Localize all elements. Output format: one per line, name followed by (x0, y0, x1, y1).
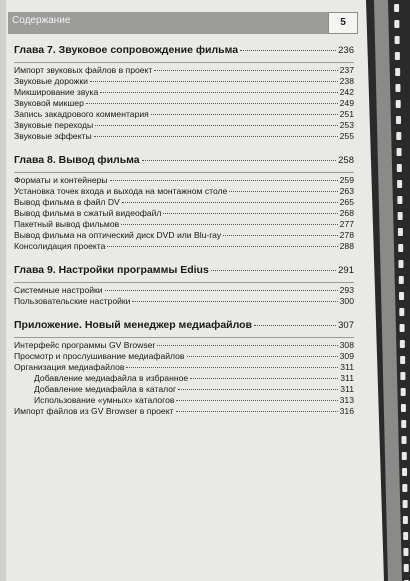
sprocket-hole (400, 324, 405, 332)
dot-leader (132, 301, 337, 302)
sprocket-hole (399, 292, 404, 300)
chapter-title: Глава 9. Настройки программы Edius (14, 264, 209, 276)
sprocket-hole (397, 164, 402, 172)
dot-leader (122, 202, 338, 203)
sprocket-hole (396, 100, 401, 108)
sprocket-hole (400, 340, 405, 348)
entry-page: 259 (339, 175, 354, 185)
toc-entry (14, 373, 354, 384)
entry-page: 265 (339, 197, 354, 207)
dot-leader (229, 191, 337, 192)
entry-title: Использование «умных» каталогов (34, 395, 175, 405)
entry-page: 251 (339, 109, 354, 119)
dot-leader (94, 136, 338, 137)
sprocket-hole (395, 36, 400, 44)
header-title: Содержание (12, 15, 71, 26)
sprocket-hole (401, 420, 406, 428)
chapter-heading (14, 154, 354, 170)
dot-leader (126, 367, 338, 368)
entry-page: 293 (339, 285, 354, 295)
sprocket-hole (395, 52, 400, 60)
sprocket-hole (396, 116, 401, 124)
entry-page: 313 (339, 395, 354, 405)
sprocket-hole (402, 436, 407, 444)
toc-entry (14, 65, 354, 76)
page-number: 5 (328, 12, 358, 34)
dot-leader (100, 92, 337, 93)
dot-leader (110, 180, 338, 181)
dot-leader (107, 246, 337, 247)
chapter-rule (14, 282, 354, 283)
sprocket-hole (398, 228, 403, 236)
sprocket-hole (402, 452, 407, 460)
dot-leader (95, 125, 337, 126)
entry-page: 278 (339, 230, 354, 240)
toc-entry (14, 406, 354, 417)
sprocket-hole (402, 484, 407, 492)
sprocket-hole (403, 548, 408, 556)
dot-leader (90, 81, 338, 82)
entry-page: 253 (339, 120, 354, 130)
sprocket-hole (397, 196, 402, 204)
entry-page: 277 (339, 219, 354, 229)
sprocket-hole (394, 4, 399, 12)
sprocket-hole (398, 260, 403, 268)
toc-entry (14, 109, 354, 120)
dot-leader (105, 290, 338, 291)
entry-title: Импорт файлов из GV Browser в проект (14, 406, 174, 416)
entry-title: Звуковые эффекты (14, 131, 92, 141)
dot-leader (211, 270, 336, 271)
entry-title: Вывод фильма на оптический диск DVD или Blu-ray (14, 230, 222, 240)
entry-title: Установка точек входа и выхода на монтажном столе (14, 186, 228, 196)
entry-page: 268 (339, 208, 354, 218)
sprocket-hole (398, 244, 403, 252)
entry-page: 238 (339, 76, 354, 86)
toc-entry (14, 175, 354, 186)
entry-page: 288 (339, 241, 354, 251)
dot-leader (176, 411, 338, 412)
entry-title: Звуковые переходы (14, 120, 94, 130)
filmstrip-graphic (360, 0, 410, 581)
chapter-page: 291 (338, 265, 354, 276)
entry-title: Пакетный вывод фильмов (14, 219, 120, 229)
chapter-heading (14, 264, 354, 280)
sprocket-hole (403, 500, 408, 508)
sprocket-hole (400, 372, 405, 380)
dot-leader (151, 114, 338, 115)
sprocket-hole (403, 516, 408, 524)
sprocket-hole (402, 468, 407, 476)
entry-title: Вывод фильма в сжатый видеофайл (14, 208, 162, 218)
sprocket-hole (396, 132, 401, 140)
chapter-heading (14, 319, 354, 335)
dot-leader (178, 389, 338, 390)
entry-page: 316 (339, 406, 354, 416)
sprocket-hole (397, 148, 402, 156)
entry-title: Интерфейс программы GV Browser (14, 340, 156, 350)
toc-entry (14, 197, 354, 208)
entry-title: Микширование звука (14, 87, 99, 97)
entry-page: 308 (339, 340, 354, 350)
chapter-page: 307 (338, 320, 354, 331)
dot-leader (142, 160, 336, 161)
entry-title: Звуковой микшер (14, 98, 84, 108)
toc-entry (14, 87, 354, 98)
dot-leader (121, 224, 337, 225)
toc-entry (14, 395, 354, 406)
entry-title: Системные настройки (14, 285, 103, 295)
filmstrip-decoration (360, 0, 410, 581)
table-of-contents (14, 44, 354, 417)
entry-title: Организация медиафайлов (14, 362, 125, 372)
entry-title: Пользовательские настройки (14, 296, 131, 306)
dot-leader (154, 70, 337, 71)
toc-entry (14, 208, 354, 219)
entry-title: Вывод фильма в файл DV (14, 197, 120, 207)
toc-entry (14, 219, 354, 230)
dot-leader (223, 235, 337, 236)
sprocket-hole (395, 68, 400, 76)
entry-title: Консолидация проекта (14, 241, 106, 251)
entry-page: 311 (340, 362, 354, 372)
toc-entry (14, 120, 354, 131)
entry-title: Форматы и контейнеры (14, 175, 108, 185)
entry-title: Запись закадрового комментария (14, 109, 149, 119)
sprocket-hole (403, 532, 408, 540)
entry-page: 311 (340, 373, 354, 383)
entry-page: 311 (340, 384, 354, 394)
dot-leader (176, 400, 337, 401)
sprocket-hole (399, 308, 404, 316)
chapter-title: Приложение. Новый менеджер медиафайлов (14, 319, 253, 331)
entry-title: Добавление медиафайла в избранное (34, 373, 189, 383)
chapter-page: 236 (338, 45, 354, 56)
toc-entry (14, 186, 354, 197)
chapter-title: Глава 7. Звуковое сопровождение фильма (14, 44, 239, 56)
toc-entry (14, 296, 354, 307)
sprocket-hole (399, 276, 404, 284)
entry-page: 249 (339, 98, 354, 108)
entry-page: 309 (339, 351, 354, 361)
entry-title: Звуковые дорожки (14, 76, 88, 86)
dot-leader (86, 103, 338, 104)
entry-page: 242 (339, 87, 354, 97)
dot-leader (190, 378, 338, 379)
sprocket-hole (397, 180, 402, 188)
toc-entry (14, 384, 354, 395)
toc-entry (14, 362, 354, 373)
toc-entry (14, 241, 354, 252)
page-edge (0, 0, 6, 581)
dot-leader (157, 345, 337, 346)
sprocket-hole (395, 84, 400, 92)
chapter-heading (14, 44, 354, 60)
chapter-rule (14, 172, 354, 173)
sprocket-hole (400, 356, 405, 364)
entry-page: 263 (339, 186, 354, 196)
sprocket-hole (404, 564, 409, 572)
sprocket-hole (401, 404, 406, 412)
chapter-rule (14, 337, 354, 338)
entry-title: Импорт звуковых файлов в проект (14, 65, 153, 75)
sprocket-hole (394, 20, 399, 28)
dot-leader (187, 356, 338, 357)
entry-page: 237 (339, 65, 354, 75)
entry-page: 300 (339, 296, 354, 306)
toc-entry (14, 131, 354, 142)
toc-entry (14, 285, 354, 296)
entry-title: Просмотр и прослушивание медиафайлов (14, 351, 185, 361)
dot-leader (254, 325, 336, 326)
chapter-rule (14, 62, 354, 63)
toc-entry (14, 76, 354, 87)
entry-title: Добавление медиафайла в каталог (34, 384, 177, 394)
entry-page: 255 (339, 131, 354, 141)
toc-entry (14, 230, 354, 241)
sprocket-hole (398, 212, 403, 220)
chapter-page: 258 (338, 155, 354, 166)
toc-entry (14, 351, 354, 362)
toc-entry (14, 340, 354, 351)
sprocket-hole (401, 388, 406, 396)
chapter-title: Глава 8. Вывод фильма (14, 154, 140, 166)
dot-leader (163, 213, 337, 214)
dot-leader (240, 50, 336, 51)
toc-entry (14, 98, 354, 109)
